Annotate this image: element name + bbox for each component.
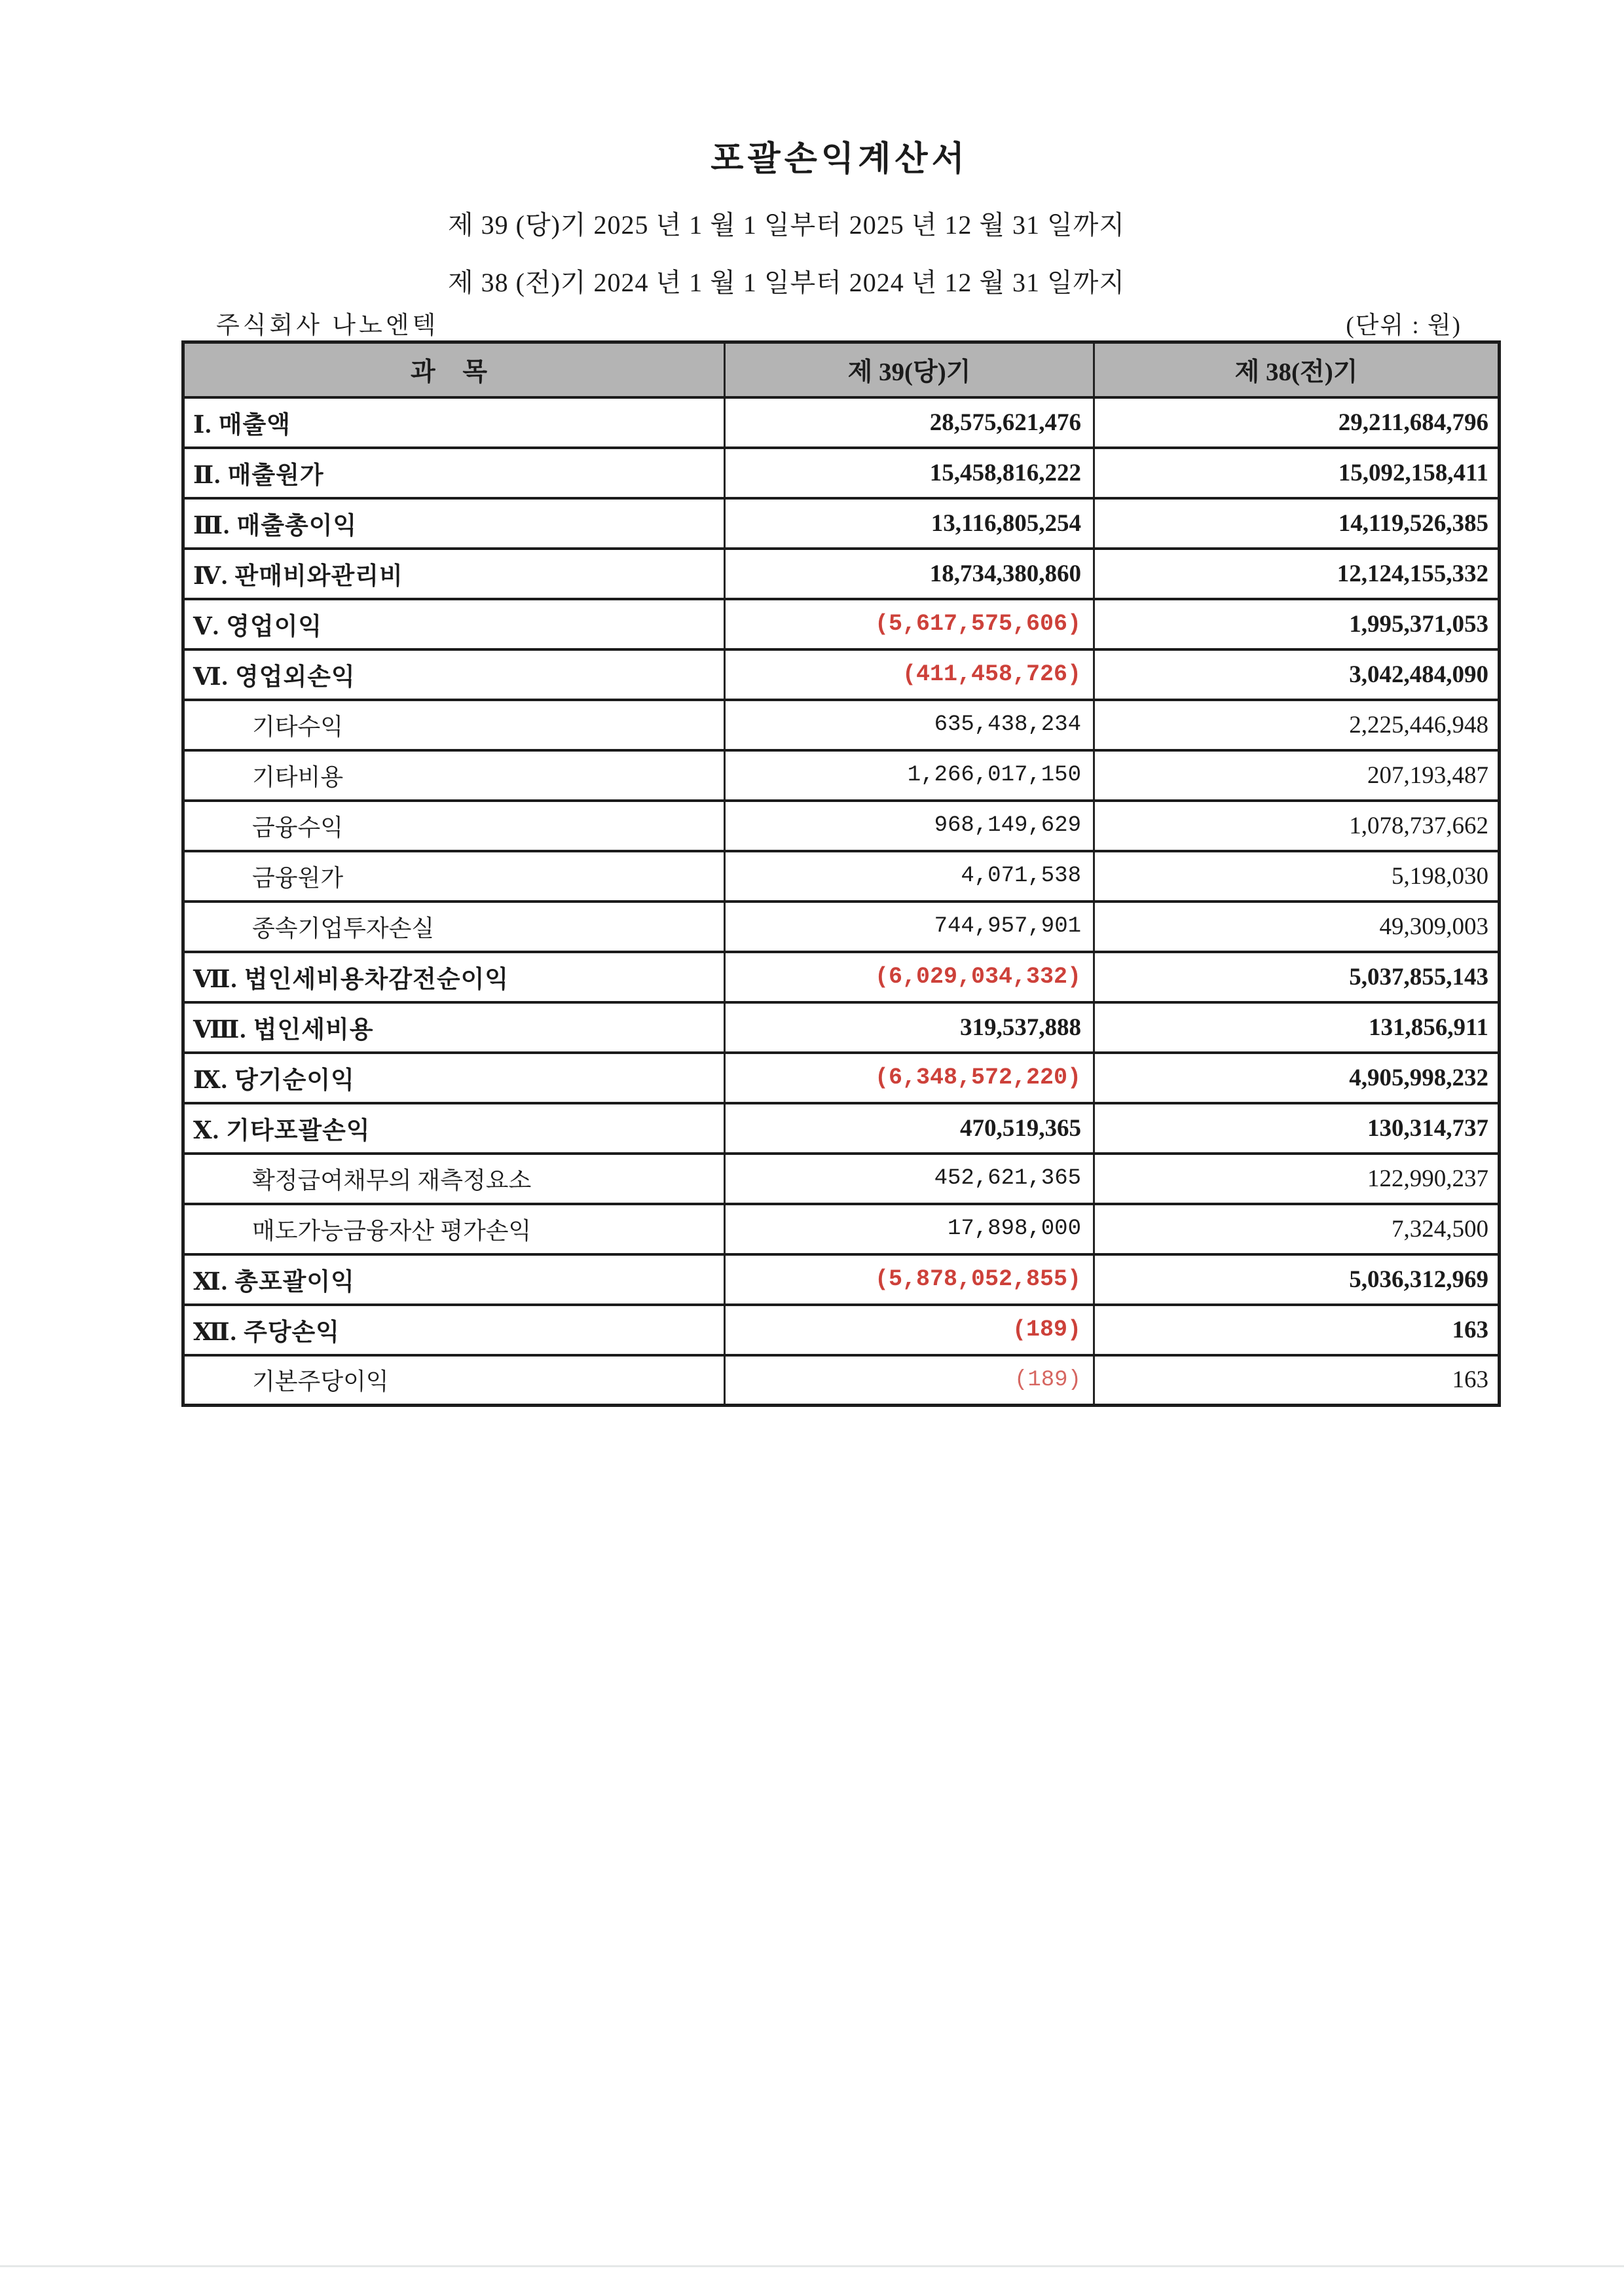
current-period-value: 319,537,888 — [725, 1002, 1094, 1053]
account-cell: Ⅳ. 판매비와관리비 — [183, 549, 725, 599]
account-cell: Ⅲ. 매출총이익 — [183, 498, 725, 549]
table-row — [183, 1154, 1500, 1204]
table-row — [183, 700, 1500, 750]
income-statement-rows — [183, 397, 1500, 1406]
table-row — [183, 1204, 1500, 1254]
table-row — [183, 1355, 1500, 1406]
column-header-current-period: 제 39(당)기 — [725, 342, 1094, 397]
table-row — [183, 851, 1500, 902]
previous-period-value: 163 — [1094, 1305, 1500, 1355]
table-row — [183, 801, 1500, 851]
current-period-value: 470,519,365 — [725, 1103, 1094, 1154]
current-period-value: 452,621,365 — [725, 1154, 1094, 1204]
table-row — [183, 599, 1500, 649]
previous-period-value: 29,211,684,796 — [1094, 397, 1500, 448]
previous-period-value: 49,309,003 — [1094, 902, 1500, 952]
previous-period-value: 5,036,312,969 — [1094, 1254, 1500, 1305]
account-cell: 종속기업투자손실 — [183, 902, 725, 952]
current-period-value: 15,458,816,222 — [725, 448, 1094, 498]
table-row — [183, 397, 1500, 448]
account-cell: Ⅶ. 법인세비용차감전순이익 — [183, 952, 725, 1002]
account-cell: Ⅰ. 매출액 — [183, 397, 725, 448]
current-period-value: (6,029,034,332) — [725, 952, 1094, 1002]
table-row — [183, 1254, 1500, 1305]
previous-period-value: 122,990,237 — [1094, 1154, 1500, 1204]
account-cell: 기타수익 — [183, 700, 725, 750]
account-cell: Ⅺ. 총포괄이익 — [183, 1254, 725, 1305]
table-row — [183, 750, 1500, 801]
previous-period-value: 1,078,737,662 — [1094, 801, 1500, 851]
previous-period-value: 15,092,158,411 — [1094, 448, 1500, 498]
previous-period-value: 7,324,500 — [1094, 1204, 1500, 1254]
table-header — [183, 342, 1500, 397]
current-period-value: (5,617,575,606) — [725, 599, 1094, 649]
current-period-value: 28,575,621,476 — [725, 397, 1094, 448]
account-cell: 기본주당이익 — [183, 1355, 725, 1406]
previous-period-value: 3,042,484,090 — [1094, 649, 1500, 700]
current-period-value: (189) — [725, 1305, 1094, 1355]
previous-period-value: 12,124,155,332 — [1094, 549, 1500, 599]
current-period-value: 4,071,538 — [725, 851, 1094, 902]
account-cell: Ⅱ. 매출원가 — [183, 448, 725, 498]
account-cell: Ⅴ. 영업이익 — [183, 599, 725, 649]
company-unit-row — [216, 305, 1462, 340]
table-row — [183, 1053, 1500, 1103]
table-row — [183, 902, 1500, 952]
column-header-account: 과 목 — [183, 342, 725, 397]
previous-period-value: 163 — [1094, 1355, 1500, 1406]
previous-period-value: 131,856,911 — [1094, 1002, 1500, 1053]
account-cell: 매도가능금융자산 평가손익 — [183, 1204, 725, 1254]
table-row — [183, 952, 1500, 1002]
account-cell: Ⅷ. 법인세비용 — [183, 1002, 725, 1053]
current-period-value: 17,898,000 — [725, 1204, 1094, 1254]
current-period-value: (189) — [725, 1355, 1094, 1406]
period-line-previous: 제 38 (전)기 2024 년 1 월 1 일부터 2024 년 12 월 31 일까지 — [448, 268, 1125, 297]
company-name: 주식회사 나노엔텍 — [216, 312, 439, 339]
period-line-current: 제 39 (당)기 2025 년 1 월 1 일부터 2025 년 12 월 31 일까지 — [448, 210, 1125, 240]
account-cell: Ⅸ. 당기순이익 — [183, 1053, 725, 1103]
previous-period-value: 5,037,855,143 — [1094, 952, 1500, 1002]
previous-period-value: 2,225,446,948 — [1094, 700, 1500, 750]
previous-period-value: 14,119,526,385 — [1094, 498, 1500, 549]
table-row — [183, 549, 1500, 599]
table-row — [183, 448, 1500, 498]
table-row — [183, 649, 1500, 700]
table-row — [183, 1002, 1500, 1053]
current-period-value: (5,878,052,855) — [725, 1254, 1094, 1305]
previous-period-value: 4,905,998,232 — [1094, 1053, 1500, 1103]
previous-period-value: 130,314,737 — [1094, 1103, 1500, 1154]
account-cell: Ⅵ. 영업외손익 — [183, 649, 725, 700]
previous-period-value: 207,193,487 — [1094, 750, 1500, 801]
account-cell: 확정급여채무의 재측정요소 — [183, 1154, 725, 1204]
account-cell: 금융수익 — [183, 801, 725, 851]
current-period-value: 635,438,234 — [725, 700, 1094, 750]
account-cell: Ⅹ. 기타포괄손익 — [183, 1103, 725, 1154]
account-cell: 기타비용 — [183, 750, 725, 801]
current-period-value: (411,458,726) — [725, 649, 1094, 700]
current-period-value: 13,116,805,254 — [725, 498, 1094, 549]
table-row — [183, 498, 1500, 549]
table-row — [183, 1103, 1500, 1154]
income-statement-table — [181, 340, 1501, 1407]
current-period-value: 1,266,017,150 — [725, 750, 1094, 801]
current-period-value: 744,957,901 — [725, 902, 1094, 952]
table-row — [183, 1305, 1500, 1355]
current-period-value: (6,348,572,220) — [725, 1053, 1094, 1103]
previous-period-value: 5,198,030 — [1094, 851, 1500, 902]
column-header-previous-period: 제 38(전)기 — [1094, 342, 1500, 397]
table-header-row — [183, 342, 1500, 397]
account-cell: Ⅻ. 주당손익 — [183, 1305, 725, 1355]
account-cell: 금융원가 — [183, 851, 725, 902]
previous-period-value: 1,995,371,053 — [1094, 599, 1500, 649]
current-period-value: 18,734,380,860 — [725, 549, 1094, 599]
document-title: 포괄손익계산서 — [710, 141, 969, 178]
scan-artifact-line — [0, 2265, 1624, 2267]
current-period-value: 968,149,629 — [725, 801, 1094, 851]
unit-label: (단위 : 원) — [1346, 312, 1462, 339]
